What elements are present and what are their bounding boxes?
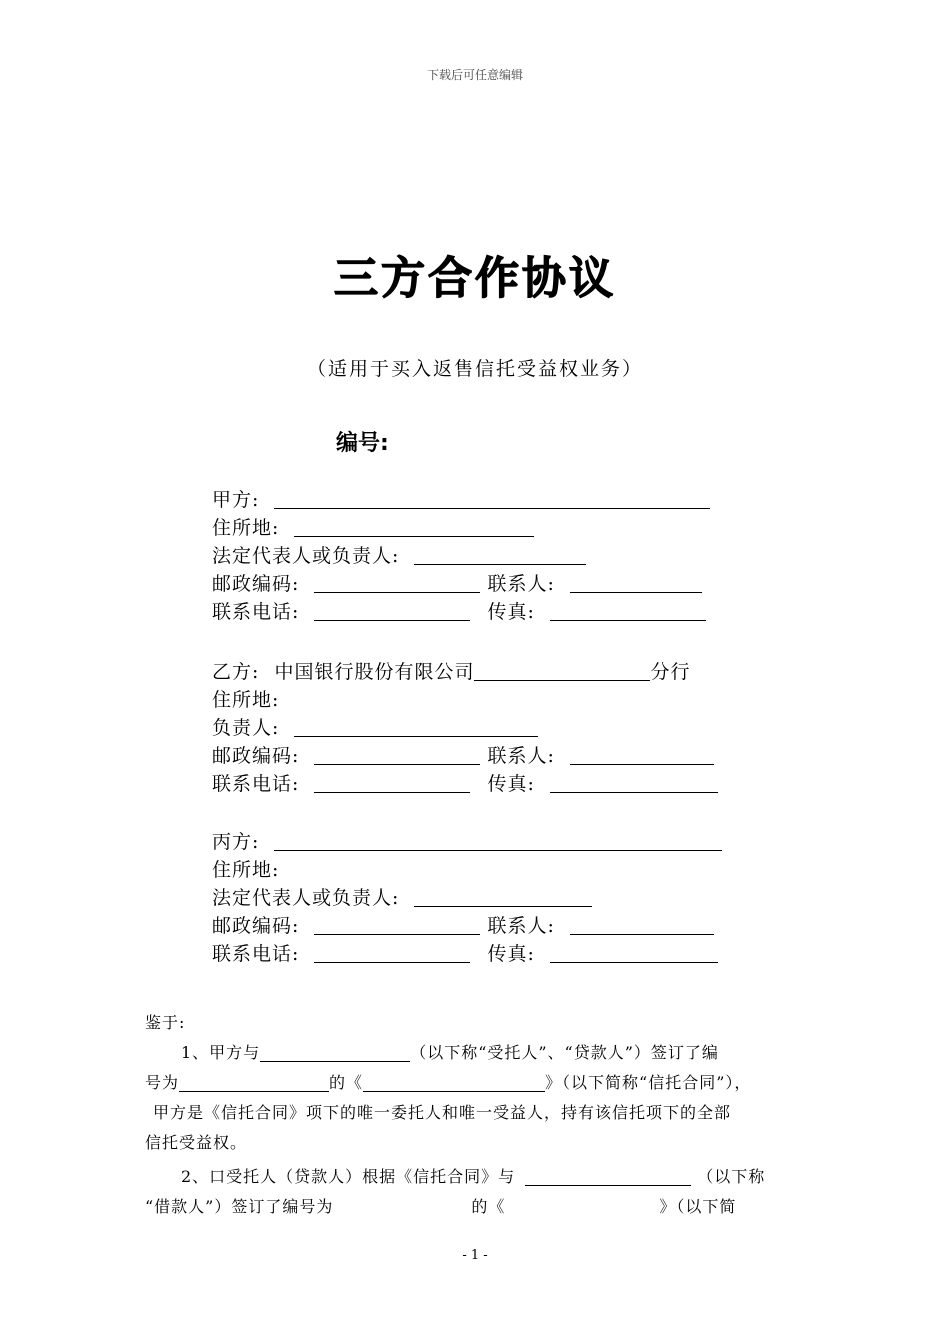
- party-a-fax-label: 传真:: [487, 601, 535, 623]
- party-a-legal-rep-blank[interactable]: [414, 544, 586, 565]
- party-a-address-label: 住所地:: [212, 517, 280, 539]
- party-c-label: 丙方:: [212, 831, 260, 853]
- party-b-fax-blank[interactable]: [550, 772, 718, 793]
- party-a-phone-row: [212, 598, 706, 626]
- party-a-label: 甲方:: [212, 489, 260, 511]
- party-b-fax-label: 传真:: [487, 773, 535, 795]
- party-c-phone-row: [212, 940, 718, 968]
- party-c-contact-blank[interactable]: [570, 914, 714, 935]
- party-b-branch-suffix: 分行: [650, 661, 691, 683]
- party-a-phone-blank[interactable]: [314, 600, 470, 621]
- party-b-postcode-blank[interactable]: [314, 744, 480, 765]
- contract-number-label: 编号:: [336, 431, 389, 456]
- party-c-address-label: 住所地:: [212, 859, 280, 881]
- party-a-contact-blank[interactable]: [570, 572, 702, 593]
- party-c-postcode-blank[interactable]: [314, 914, 480, 935]
- clause-2-text-c: “借款人”）签订了编号为: [145, 1197, 334, 1216]
- clause-1-trustee-blank[interactable]: [260, 1043, 410, 1062]
- party-b-label: 乙方:: [212, 661, 260, 683]
- party-c-legal-rep-row: [212, 884, 592, 912]
- party-b-address-label: 住所地:: [212, 689, 280, 711]
- header-note: 下载后可任意编辑: [426, 68, 523, 82]
- recital-clause-1-line-4: 信托受益权。: [145, 1133, 248, 1152]
- party-c-name-row: [212, 828, 722, 856]
- recital-clause-1-line-2: [145, 1068, 805, 1098]
- party-c-fax-label: 传真:: [487, 943, 535, 965]
- party-a-postcode-label: 邮政编码:: [212, 573, 300, 595]
- clause-2-borrower-blank[interactable]: [525, 1167, 691, 1186]
- party-c-postcode-row: [212, 912, 714, 940]
- party-a-postcode-row: [212, 570, 702, 598]
- party-b-postcode-row: [212, 742, 714, 770]
- party-a-phone-label: 联系电话:: [212, 601, 300, 623]
- recitals-section: [145, 1008, 805, 1222]
- clause-1-contract-number-blank[interactable]: [179, 1073, 329, 1092]
- recital-clause-2-line-2: [145, 1192, 805, 1222]
- party-a-legal-rep-label: 法定代表人或负责人:: [212, 545, 400, 567]
- party-b-contact-blank[interactable]: [570, 744, 714, 765]
- party-b-head-label: 负责人:: [212, 717, 280, 739]
- clause-1-text-b: （以下称“受托人”、“贷款人”）签订了编: [410, 1043, 719, 1062]
- party-b-head-blank[interactable]: [294, 716, 538, 737]
- recital-clause-1-line-3: 甲方是《信托合同》项下的唯一委托人和唯一受益人，持有该信托项下的全部: [153, 1103, 732, 1122]
- clause-1-text-c: 号为: [145, 1073, 180, 1092]
- clause-1-contract-name-blank[interactable]: [363, 1073, 545, 1092]
- clause-2-text-e: 》（以下简: [659, 1197, 737, 1216]
- party-b-branch-blank[interactable]: [474, 660, 650, 681]
- party-a-name-row: [212, 486, 710, 514]
- clause-2-text-b: （以下称: [697, 1167, 766, 1186]
- party-a-contact-label: 联系人:: [487, 573, 555, 595]
- party-b-name-row: [212, 658, 690, 686]
- party-a-postcode-blank[interactable]: [314, 572, 480, 593]
- party-c-address-row: [212, 856, 279, 884]
- clause-1-text-d: 的《: [329, 1073, 364, 1092]
- party-a-fax-blank[interactable]: [550, 600, 706, 621]
- party-b-bank-name: 中国银行股份有限公司: [274, 661, 475, 683]
- party-b-postcode-label: 邮政编码:: [212, 745, 300, 767]
- party-c-fax-blank[interactable]: [550, 942, 718, 963]
- party-c-legal-rep-label: 法定代表人或负责人:: [212, 887, 400, 909]
- document-subtitle: （适用于买入返售信托受益权业务）: [306, 358, 643, 380]
- party-c-phone-label: 联系电话:: [212, 943, 300, 965]
- party-b-head-row: [212, 714, 538, 742]
- party-b-phone-row: [212, 770, 718, 798]
- party-c-phone-blank[interactable]: [314, 942, 470, 963]
- recital-clause-2: [145, 1162, 805, 1192]
- document-title: 三方合作协议: [334, 253, 616, 304]
- recital-clause-1: [145, 1038, 805, 1068]
- party-a-address-row: [212, 514, 534, 542]
- party-b-contact-label: 联系人:: [487, 745, 555, 767]
- clause-1-text-e: 》（以下简称“信托合同”），: [545, 1073, 752, 1092]
- clause-1-text-a: 1、甲方与: [181, 1043, 261, 1062]
- party-a-legal-rep-row: [212, 542, 586, 570]
- clause-2-text-d: 的《: [471, 1197, 506, 1216]
- party-b-address-row: [212, 686, 279, 714]
- page-number: - 1 -: [462, 1248, 488, 1263]
- party-c-legal-rep-blank[interactable]: [414, 886, 592, 907]
- party-b-phone-blank[interactable]: [314, 772, 470, 793]
- clause-2-text-a: 2、口受托人（贷款人）根据《信托合同》与: [181, 1167, 516, 1186]
- party-a-address-blank[interactable]: [294, 516, 534, 537]
- party-c-postcode-label: 邮政编码:: [212, 915, 300, 937]
- party-c-name-blank[interactable]: [274, 830, 722, 851]
- party-a-name-blank[interactable]: [274, 488, 710, 509]
- party-c-contact-label: 联系人:: [487, 915, 555, 937]
- party-b-phone-label: 联系电话:: [212, 773, 300, 795]
- recitals-whereas: 鉴于:: [145, 1013, 186, 1032]
